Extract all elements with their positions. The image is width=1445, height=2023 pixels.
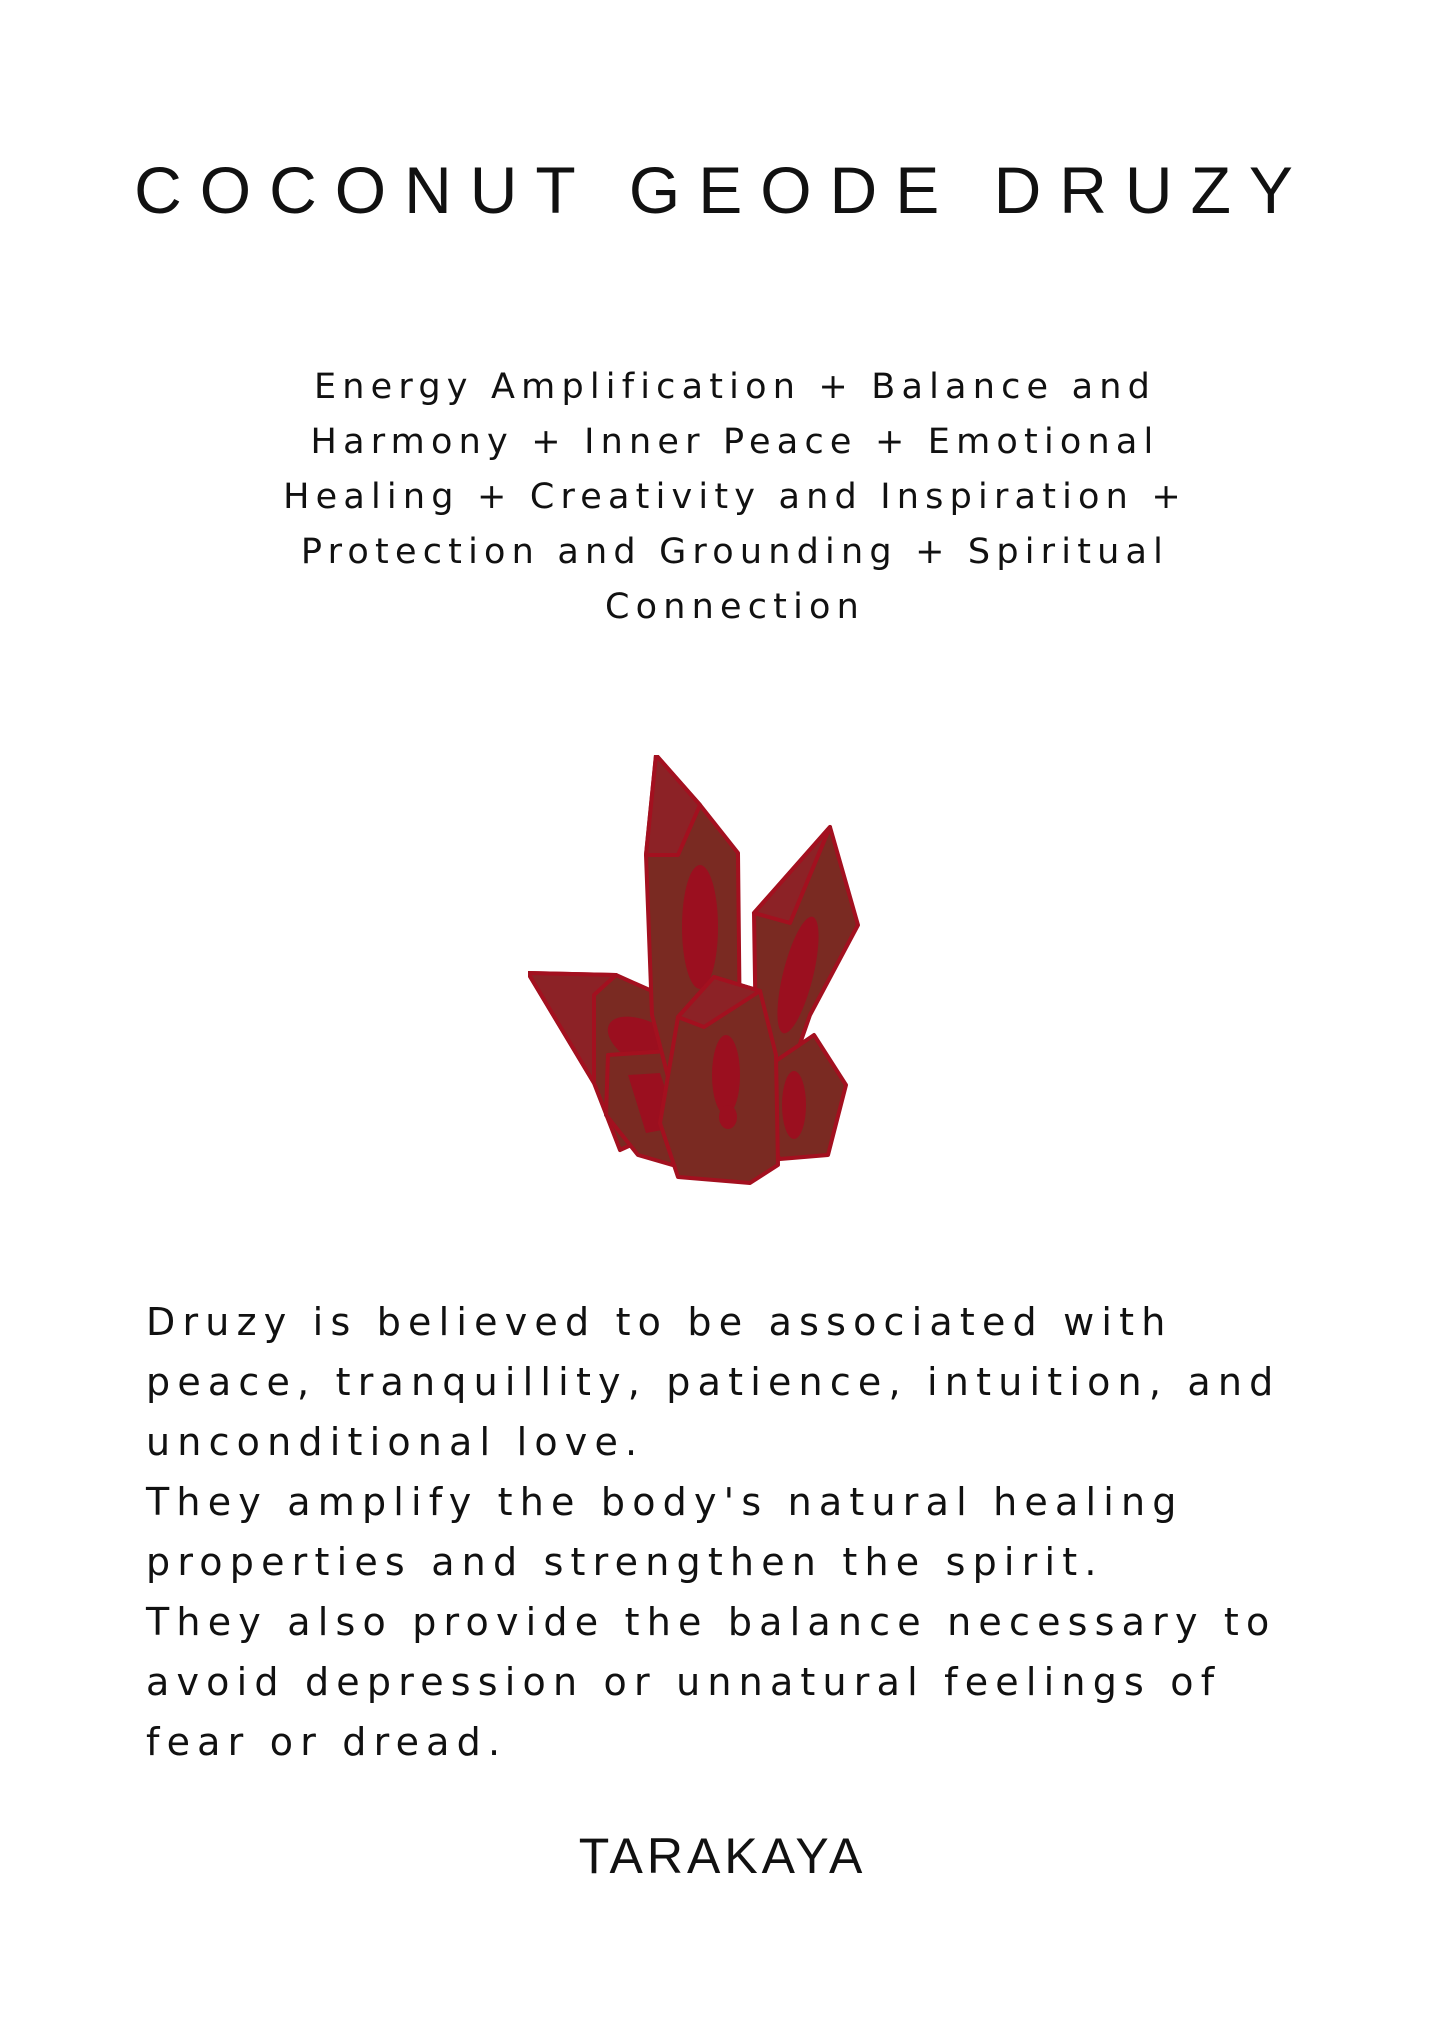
properties-line: Healing + Creativity and Inspiration + [283, 477, 1187, 517]
description-line: properties and strengthen the spirit. [146, 1540, 1104, 1584]
properties-line: Energy Amplification + Balance and [313, 367, 1157, 407]
description-line: Druzy is believed to be associated with [146, 1300, 1173, 1344]
description [146, 1292, 1346, 1772]
description-line: peace, tranquillity, patience, intuition, and [146, 1360, 1281, 1404]
description-line: fear or dread. [146, 1720, 508, 1764]
properties-line: Connection [604, 587, 866, 627]
properties-line: Harmony + Inner Peace + Emotional [310, 422, 1160, 462]
description-line: They also provide the balance necessary to [146, 1600, 1277, 1644]
crystal-cluster-icon [528, 755, 938, 1185]
description-line: avoid depression or unnatural feelings of [146, 1660, 1222, 1704]
properties-line: Protection and Grounding + Spiritual [300, 532, 1170, 572]
properties-list [250, 360, 1220, 635]
page-title: COCONUT GEODE DRUZY [134, 153, 1311, 227]
description-line: They amplify the body's natural healing [146, 1480, 1184, 1524]
brand-name: TARAKAYA [578, 1828, 867, 1884]
description-line: unconditional love. [146, 1420, 645, 1464]
